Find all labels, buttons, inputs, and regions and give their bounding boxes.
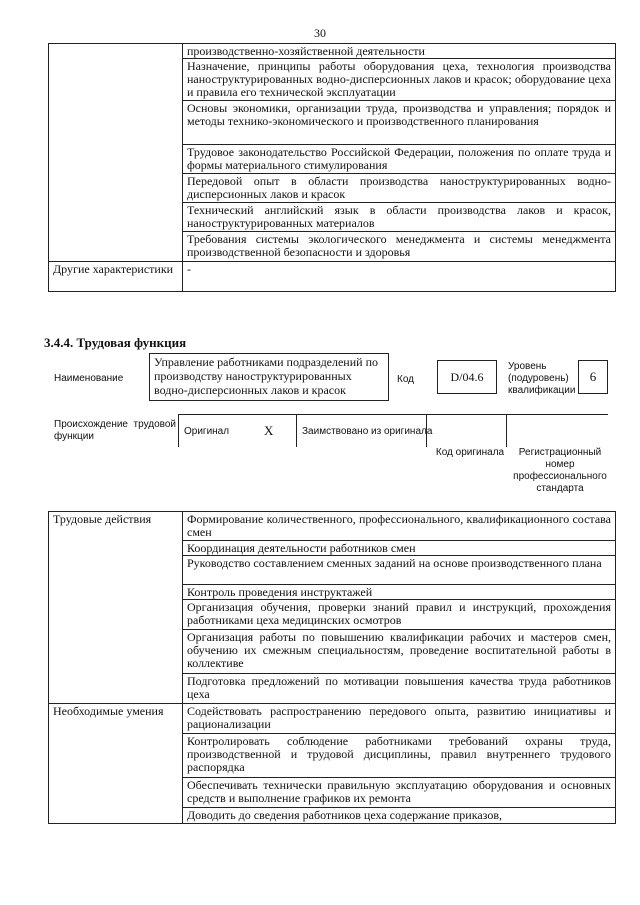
required-skills-label: Необходимые умения <box>49 704 183 824</box>
origin-mark: X <box>264 423 274 438</box>
level-label: Уровень (подуровень) квалификации <box>508 361 576 396</box>
table-cell: Содействовать распространению передового опыта, развитию инициативы и рационализации <box>183 704 616 734</box>
table-cell: Контролировать соблюдение работниками требований охраны труда, производственной и трудовой дисциплины, правил внутреннего трудового распорядка <box>183 734 616 778</box>
code-label: Код <box>397 374 415 385</box>
table-cell: Технический английский язык в области производства лаков и красок, наноструктурированных материалов <box>183 203 616 232</box>
page-number: 30 <box>314 26 326 40</box>
table-cell: производственно-хозяйственной деятельности <box>183 44 616 59</box>
table-cell: Координация деятельности работников смен <box>183 541 616 556</box>
table-cell: Основы экономики, организации труда, производства и управления; порядок и методы технико-экономического и производственного планирования <box>183 101 616 145</box>
table-cell: Доводить до сведения работников цеха содержание приказов, <box>183 808 616 824</box>
table-cell: Трудовое законодательство Российской Федерации, положения по оплате труда и формы материального стимулирования <box>183 145 616 174</box>
qualification-level-box: 6 <box>578 360 608 394</box>
function-code-box: D/04.6 <box>437 360 497 394</box>
name-label: Наименование <box>54 373 124 384</box>
origin-reg-caption: Регистрационный номер профессионального стандарта <box>513 447 607 494</box>
table-cell: Формирование количественного, профессионального, квалификационного состава смен <box>183 512 616 541</box>
origin-row <box>178 414 608 447</box>
table-cell: Организация работы по повышению квалификации рабочих и мастеров смен, обучению их смежным специальностям, проведение воспитательной работы в коллективе <box>183 630 616 674</box>
table-cell: Руководство составлением сменных заданий на основе производственного плана <box>183 556 616 585</box>
origin-original-label: Оригинал <box>184 426 230 437</box>
table-cell: Передовой опыт в области производства наноструктурированных водно-дисперсионных лаков и красок <box>183 174 616 203</box>
other-characteristics-value: - <box>183 262 616 292</box>
knowledge-table <box>48 43 616 292</box>
other-characteristics-label: Другие характеристики <box>49 262 183 292</box>
origin-borrowed-label: Заимствовано из оригинала <box>302 426 433 437</box>
table-cell: Организация обучения, проверки знаний правил и инструкций, прохождения работниками цеха медицинских осмотров <box>183 600 616 630</box>
section-title: 3.4.4. Трудовая функция <box>44 335 187 350</box>
table-cell: Обеспечивать технически правильную эксплуатацию оборудования и основных средств и выполнение графиков их ремонта <box>183 778 616 808</box>
origin-code-caption: Код оригинала <box>435 447 505 458</box>
table-cell: Подготовка предложений по мотивации повышения качества труда работников цеха <box>183 674 616 704</box>
table-cell: Требования системы экологического менеджмента и системы менеджмента производственной безопасности и здоровья <box>183 232 616 262</box>
function-name-box: Управление работниками подразделений по производству наноструктурированных водно-дисперсионных лаков и красок <box>149 353 389 401</box>
table-cell: Контроль проведения инструктажей <box>183 585 616 600</box>
table-cell: Назначение, принципы работы оборудования цеха, технология производства наноструктурированных водно-дисперсионных лаков и красок; оборудование цеха и правила его технической эксплуатации <box>183 59 616 101</box>
labor-actions-table <box>48 511 616 824</box>
origin-label: Происхождение трудовой функции <box>54 419 176 442</box>
labor-actions-label: Трудовые действия <box>49 512 183 704</box>
table-left-cell <box>49 44 183 262</box>
